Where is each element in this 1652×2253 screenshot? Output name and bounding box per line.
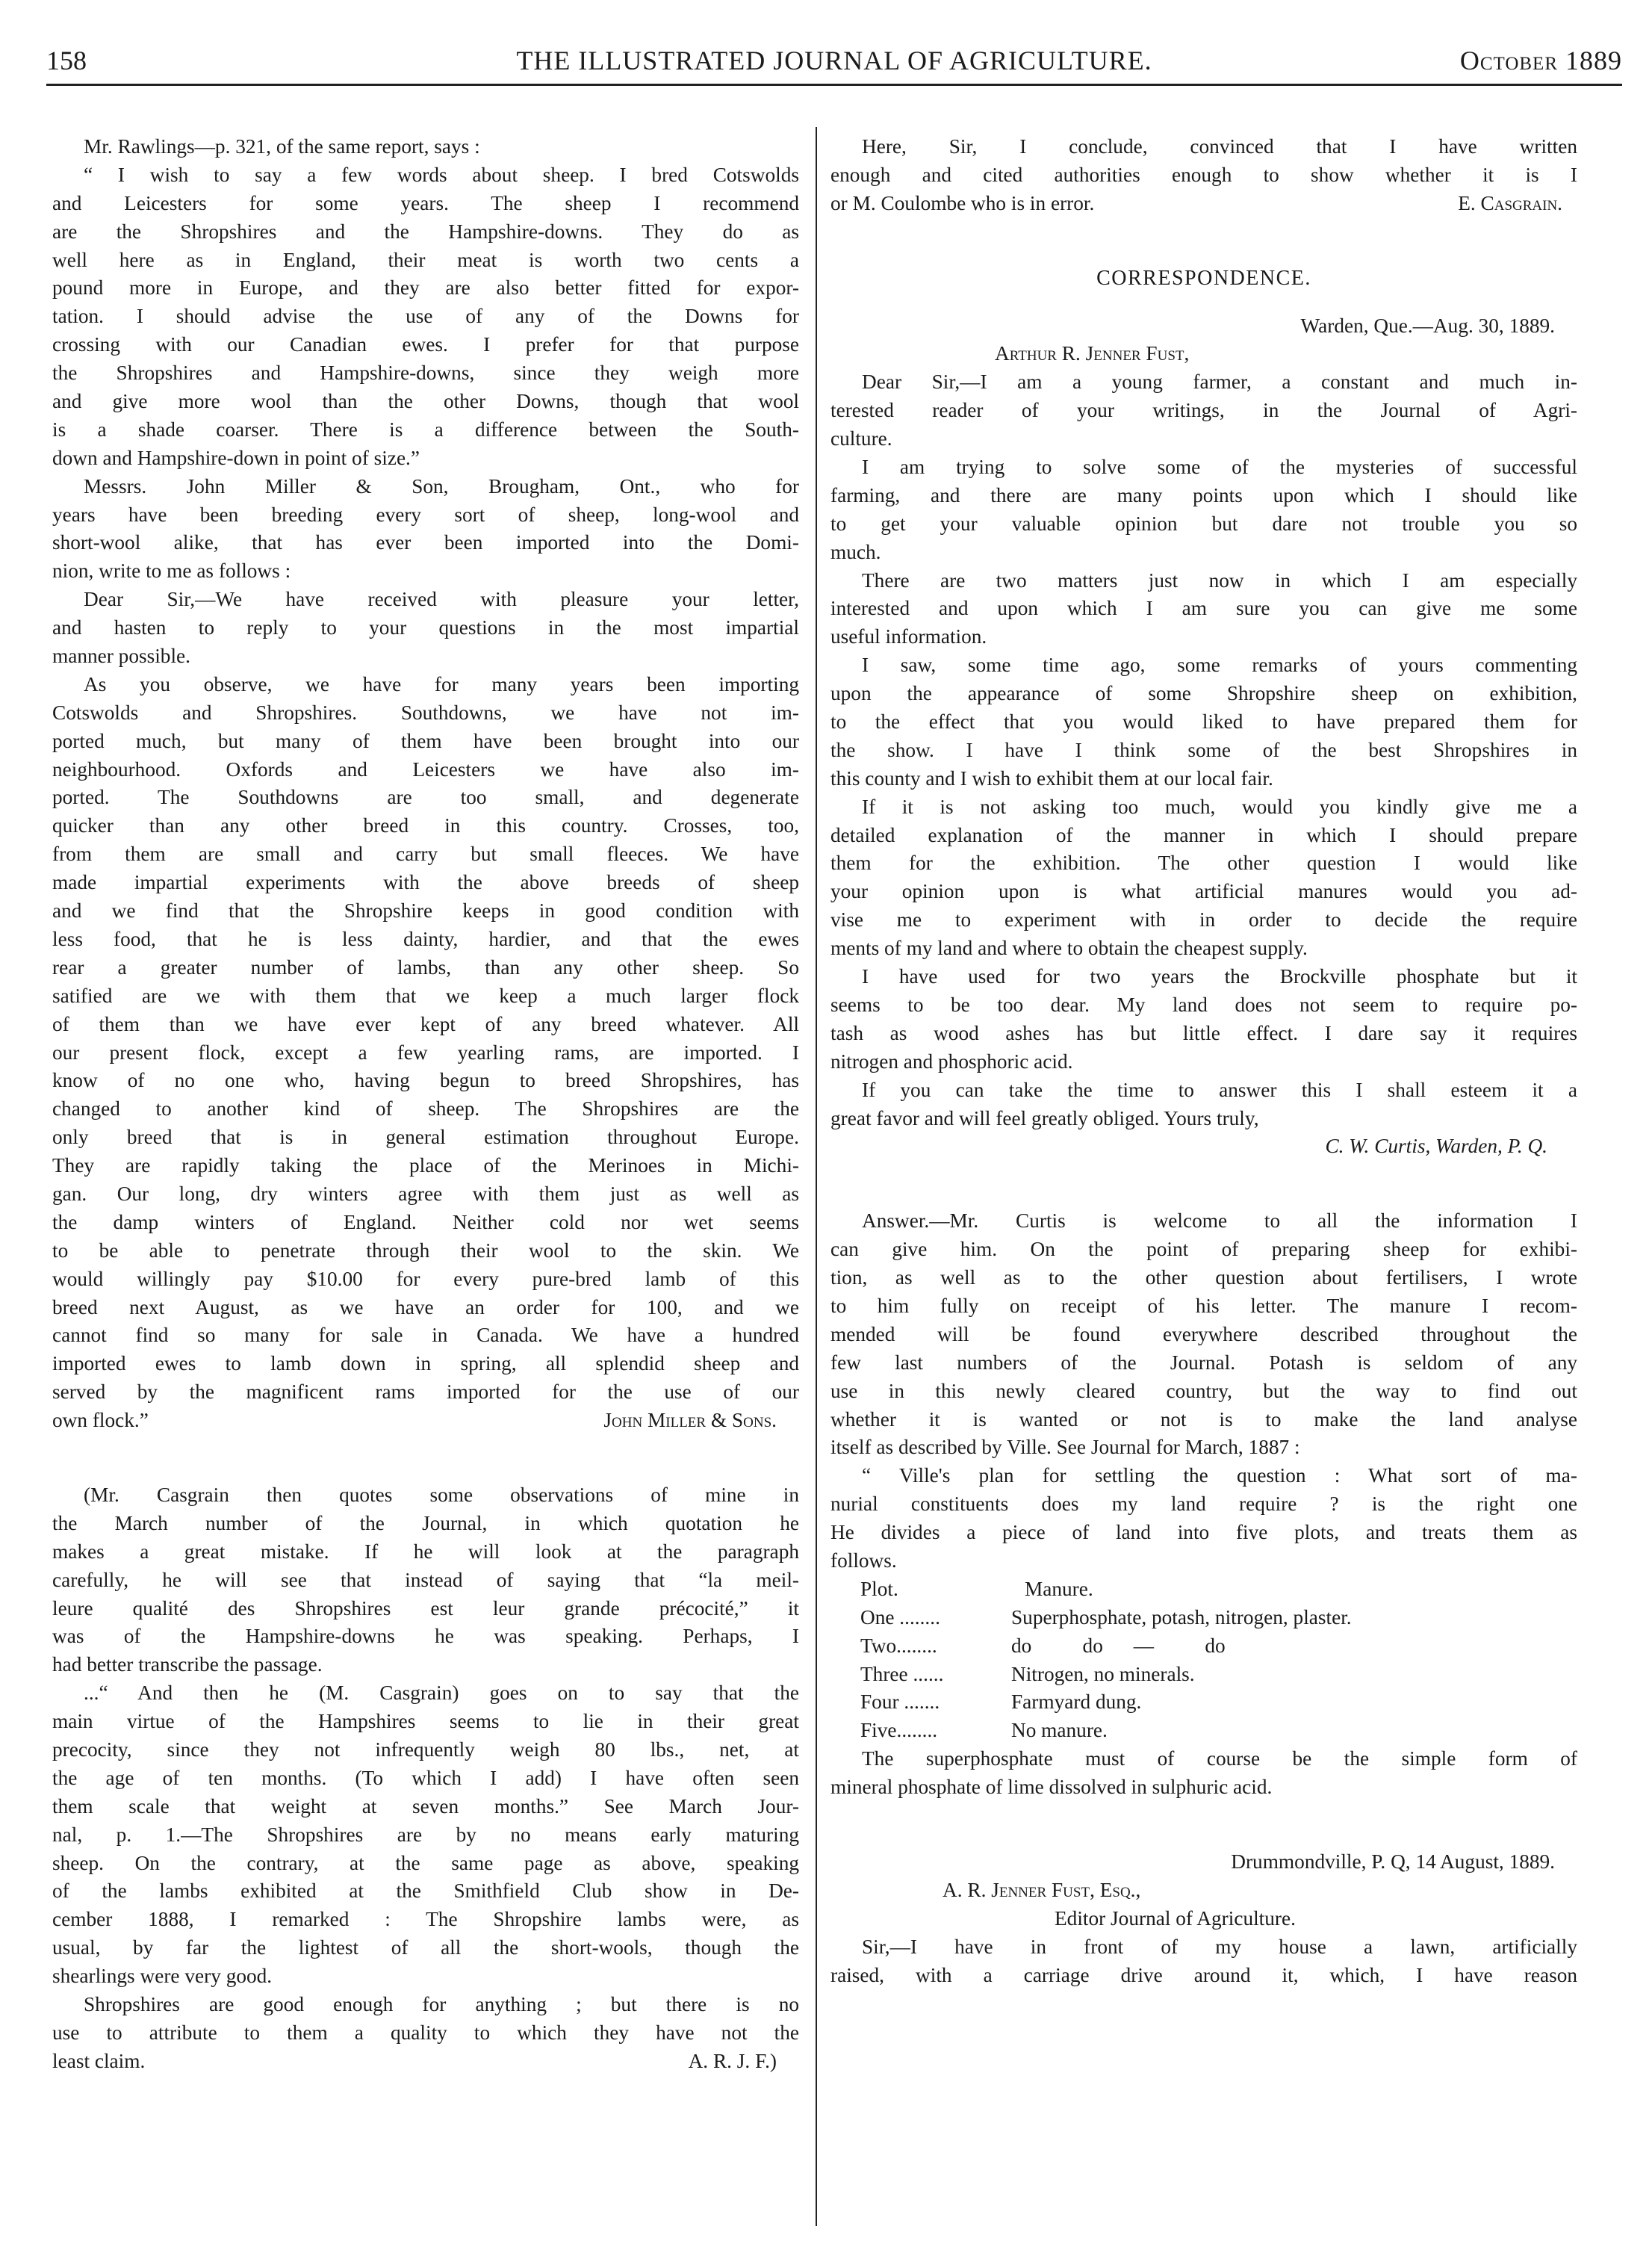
text-line: breed next August, as we have an order for 100, and we	[52, 1295, 799, 1318]
text-line: The superphosphate must of course be the simple form of	[862, 1747, 1577, 1770]
plot-manure: Farmyard dung.	[1011, 1690, 1142, 1714]
text-line: Here, Sir, I conclude, convinced that I have written	[862, 135, 1577, 158]
text-line: cember 1888, I remarked : The Shropshire lambs were, as	[52, 1908, 799, 1931]
text-line: them scale that weight at seven months.” See March Jour-	[52, 1794, 799, 1817]
text-line: Sir,—I have in front of my house a lawn, artificially	[862, 1935, 1577, 1958]
text-line: shearlings were very good.	[52, 1965, 273, 1988]
plot-manure: Superphosphate, potash, nitrogen, plaster.	[1011, 1605, 1352, 1628]
text-line: down and Hampshire-down in point of size.”	[52, 446, 420, 469]
text-line: precocity, since they not infrequently weigh 80 lbs., net, at	[52, 1738, 799, 1761]
text-line: I saw, some time ago, some remarks of yours commenting	[862, 654, 1577, 677]
text-line: Cotswolds and Shropshires. Southdowns, we have not im-	[52, 701, 799, 724]
plot-manure: Nitrogen, no minerals.	[1011, 1662, 1195, 1685]
plot-row	[830, 1717, 1577, 1745]
text-line: this county and I wish to exhibit them at our local fair.	[830, 766, 1273, 790]
text-line: upon the appearance of some Shropshire sheep on exhibition,	[830, 682, 1577, 705]
text-line: know of no one who, having begun to breed Shropshires, has	[52, 1069, 799, 1092]
text-line: detailed explanation of the manner in which I should prepare	[830, 823, 1577, 846]
text-line: own flock.”	[52, 1409, 149, 1432]
text-line: would willingly pay $10.00 for every pure-bred lamb of this	[52, 1267, 799, 1290]
text-line: imported ewes to lamb down in spring, all splendid sheep and	[52, 1352, 799, 1375]
plot-manure: do do — do	[1011, 1634, 1226, 1657]
letter1-salutation	[830, 368, 1577, 453]
text-line: short-wool alike, that has ever been imported into the Domi-	[52, 531, 799, 554]
plot-row	[830, 1661, 1577, 1689]
text-line: the Shropshires and Hampshire-downs, since they weigh more	[52, 362, 799, 385]
plot-column-header: Plot.	[860, 1577, 898, 1600]
letter1-paragraph-5	[830, 793, 1577, 963]
text-line: (Mr. Casgrain then quotes some observations of mine in	[84, 1483, 799, 1506]
text-line: carefully, he will see that instead of saying that “la meil-	[52, 1568, 799, 1591]
text-line: your opinion upon is what artificial manures would you ad-	[830, 880, 1577, 903]
text-line: nal, p. 1.—The Shropshires are by no means early maturing	[52, 1823, 799, 1846]
text-line: pound more in Europe, and they are also better fitted for expor-	[52, 276, 799, 300]
letter1-signature: C. W. Curtis, Warden, P. Q.	[1325, 1135, 1547, 1158]
text-line: terested reader of your writings, in the Journal of Agri-	[830, 399, 1577, 422]
ville-quote	[830, 1462, 1577, 1575]
text-line: If it is not asking too much, would you kindly give me a	[862, 795, 1577, 818]
text-line: culture.	[830, 427, 892, 450]
manure-column-header: Manure.	[1025, 1577, 1093, 1600]
text-line: seems to be too dear. My land does not seem to require po-	[830, 993, 1577, 1016]
plot-name: Five........	[860, 1719, 938, 1742]
text-line: interested and upon which I am sure you can give me some	[830, 597, 1577, 620]
text-line: useful information.	[830, 625, 987, 648]
text-line: least claim.	[52, 2049, 146, 2072]
text-line: can give him. On the point of preparing sheep for exhibi-	[830, 1238, 1577, 1261]
letter2-editor-line: Editor Journal of Agriculture.	[1055, 1906, 1296, 1930]
text-line: He divides a piece of land into five plots, and treats them as	[830, 1521, 1577, 1544]
correspondence-heading: CORRESPONDENCE.	[1096, 266, 1311, 290]
page-header	[46, 45, 1622, 90]
plot-row	[830, 1688, 1577, 1717]
text-line: years have been breeding every sort of sheep, long-wool and	[52, 503, 799, 526]
miller-letter-body	[52, 671, 799, 1435]
text-line: quicker than any other breed in this country. Crosses, too,	[52, 814, 799, 837]
text-line: raised, with a carriage drive around it, which, I have reason	[830, 1963, 1577, 1986]
text-line: I have used for two years the Brockville phosphate but it	[862, 965, 1577, 988]
plot-name: One ........	[860, 1605, 940, 1628]
text-line: mineral phosphate of lime dissolved in sulphuric acid.	[830, 1776, 1273, 1799]
text-line: to be able to penetrate through their wool to the skin. We	[52, 1239, 799, 1262]
editor-answer	[830, 1207, 1577, 1462]
plot-name: Three ......	[860, 1662, 944, 1685]
text-line: use in this newly cleared country, but the way to find out	[830, 1379, 1577, 1402]
right-column	[830, 133, 1577, 1989]
letter1-dateline: Warden, Que.—Aug. 30, 1889.	[1300, 314, 1555, 337]
column-divider	[816, 127, 817, 2226]
text-line: ported. The Southdowns are too small, and degenerate	[52, 786, 799, 809]
text-line: ported much, but many of them have been brought into our	[52, 729, 799, 752]
text-line: rear a greater number of lambs, than any other sheep. So	[52, 955, 799, 979]
text-line: sheep. On the contrary, at the same page as above, speaking	[52, 1851, 799, 1874]
plot-name: Four .......	[860, 1690, 940, 1714]
text-line: enough and cited authorities enough to show whether it is I	[830, 163, 1577, 186]
text-line: I am trying to solve some of the mysteries of successful	[862, 456, 1577, 479]
plot-manure: No manure.	[1011, 1719, 1108, 1742]
letter1-paragraph-4	[830, 651, 1577, 793]
text-line: only breed that is in general estimation throughout Europe.	[52, 1126, 799, 1149]
text-line: vise me to experiment with in order to decide the require	[830, 908, 1577, 932]
text-line: If you can take the time to answer this I shall esteem it a	[862, 1078, 1577, 1101]
text-line: manner possible.	[52, 645, 190, 668]
text-line: “ Ville's plan for settling the question : What sort of ma-	[862, 1464, 1577, 1487]
text-line: and we find that the Shropshire keeps in good condition with	[52, 899, 799, 923]
text-line: follows.	[830, 1549, 897, 1572]
journal-title: THE ILLUSTRATED JOURNAL OF AGRICULTURE.	[516, 46, 1152, 75]
casgrain-signature: E. Casgrain.	[1458, 191, 1562, 214]
text-line: of the lambs exhibited at the Smithfield Club show in De-	[52, 1879, 799, 1903]
text-line: gan. Our long, dry winters agree with them just as well as	[52, 1182, 799, 1205]
left-column	[52, 133, 799, 2076]
text-line: neighbourhood. Oxfords and Leicesters we have also im-	[52, 757, 799, 781]
issue-date: October 1889	[1459, 46, 1622, 75]
plot-row	[830, 1604, 1577, 1632]
text-line: of them than we have ever kept of any breed whatever. All	[52, 1012, 799, 1035]
casgrain-note	[52, 1481, 799, 1679]
text-line: There are two matters just now in which I am especially	[862, 568, 1577, 592]
text-line: “ I wish to say a few words about sheep. I bred Cotswolds	[84, 163, 799, 186]
text-line: Dear Sir,—I am a young farmer, a constant and much in-	[862, 371, 1577, 394]
miller-intro	[52, 473, 799, 586]
text-line: to the effect that you would liked to have prepared them for	[830, 710, 1577, 734]
text-line: the March number of the Journal, in which quotation he	[52, 1511, 799, 1534]
text-line: cannot find so many for sale in Canada. We have a hundred	[52, 1324, 799, 1347]
text-line: usual, by far the lightest of all the short-wools, though the	[52, 1936, 799, 1959]
text-line: to him fully on receipt of his letter. The manure I recom-	[830, 1294, 1577, 1317]
text-line: well here as in England, their meat is worth two cents a	[52, 248, 799, 271]
letter1-paragraph-2	[830, 453, 1577, 567]
letter1-addressee: Arthur R. Jenner Fust,	[995, 342, 1190, 365]
text-line: our present flock, except a few yearling rams, are imported. I	[52, 1041, 799, 1064]
text-line: or M. Coulombe who is in error.	[830, 191, 1095, 214]
text-line: changed to another kind of sheep. The Shropshires are the	[52, 1097, 799, 1121]
plot-name: Two........	[860, 1634, 937, 1657]
text-line: less food, that he is less dainty, hardier, and that the ewes	[52, 927, 799, 950]
rawlings-intro: Mr. Rawlings—p. 321, of the same report, says :	[84, 135, 480, 158]
text-line: tion, as well as to the other question about fertilisers, I wrote	[830, 1266, 1577, 1289]
text-line: and Leicesters for some years. The sheep I recommend	[52, 191, 799, 214]
text-line: main virtue of the Hampshires seems to lie in their great	[52, 1710, 799, 1733]
text-line: tash as wood ashes has but little effect. I dare say it requires	[830, 1021, 1577, 1044]
letter1-paragraph-6	[830, 963, 1577, 1076]
text-line: Shropshires are good enough for anything ; but there is no	[84, 1993, 799, 2015]
plot-table-header	[830, 1575, 1577, 1604]
text-line: few last numbers of the Journal. Potash is seldom of any	[830, 1351, 1577, 1374]
text-line: had better transcribe the passage.	[52, 1653, 323, 1676]
miller-letter-salutation	[52, 586, 799, 671]
text-line: nitrogen and phosphoric acid.	[830, 1050, 1073, 1073]
text-line: ...“ And then he (M. Casgrain) goes on to say that the	[84, 1682, 799, 1705]
header-rule	[46, 84, 1622, 86]
text-line: leure qualité des Shropshires est leur grande précocité,” it	[52, 1596, 799, 1620]
text-line: from them are small and carry but small fleeces. We have	[52, 843, 799, 866]
text-line: them for the exhibition. The other question I would like	[830, 852, 1577, 875]
text-line: whether it is wanted or not is to make the land analyse	[830, 1407, 1577, 1431]
letter1-paragraph-3	[830, 567, 1577, 652]
text-line: and give more wool than the other Downs, though that wool	[52, 390, 799, 413]
text-line: was of the Hampshire-downs he was speaking. Perhaps, I	[52, 1625, 799, 1648]
text-line: mended will be found everywhere described throughout the	[830, 1322, 1577, 1345]
closing-signature: A. R. J. F.)	[688, 2049, 777, 2072]
plot-table	[830, 1604, 1577, 1745]
text-line: itself as described by Ville. See Journal for March, 1887 :	[830, 1436, 1300, 1459]
text-line: Messrs. John Miller & Son, Brougham, Ont., who for	[84, 474, 799, 498]
text-line: crossing with our Canadian ewes. I prefer for that purpose	[52, 333, 799, 356]
text-line: served by the magnificent rams imported for the use of our	[52, 1380, 799, 1404]
letter2-dateline: Drummondville, P. Q, 14 August, 1889.	[1231, 1850, 1555, 1873]
text-line: They are rapidly taking the place of the Merinoes in Michi-	[52, 1154, 799, 1177]
text-line: made impartial experiments with the above breeds of sheep	[52, 871, 799, 894]
text-line: the damp winters of England. Neither cold nor wet seems	[52, 1210, 799, 1233]
text-line: the show. I have I think some of the best Shropshires in	[830, 738, 1577, 761]
text-line: Answer.—Mr. Curtis is welcome to all the information I	[862, 1209, 1577, 1233]
text-line: nurial constituents does my land require ? is the right one	[830, 1493, 1577, 1516]
text-line: are the Shropshires and the Hampshire-downs. They do as	[52, 220, 799, 243]
text-line: tation. I should advise the use of any of the Downs for	[52, 305, 799, 328]
text-line: to get your valuable opinion but dare not trouble you so	[830, 512, 1577, 535]
page-number: 158	[46, 46, 87, 75]
text-line: ments of my land and where to obtain the cheapest supply.	[830, 937, 1308, 960]
letter2-body	[830, 1933, 1577, 1990]
plot-row	[830, 1632, 1577, 1661]
text-line: makes a great mistake. If he will look at the paragraph	[52, 1540, 799, 1563]
text-line: much.	[830, 540, 881, 563]
letter2-addressee: A. R. Jenner Fust, Esq.,	[943, 1878, 1141, 1901]
text-line: As you observe, we have for many years been importing	[84, 672, 799, 695]
superphosphate-note	[830, 1745, 1577, 1802]
text-line: the age of ten months. (To which I add) I have often seen	[52, 1766, 799, 1789]
text-line: great favor and will feel greatly obliged. Yours truly,	[830, 1106, 1259, 1129]
text-line: use to attribute to them a quality to which they have not the	[52, 2021, 799, 2044]
miller-signature: John Miller & Sons.	[603, 1409, 777, 1432]
text-line: Dear Sir,—We have received with pleasure your letter,	[84, 588, 799, 611]
text-line: nion, write to me as follows :	[52, 560, 291, 583]
text-line: is a shade coarser. There is a difference between the South-	[52, 418, 799, 441]
transcribed-passage	[52, 1679, 799, 1991]
text-line: farming, and there are many points upon which I should like	[830, 483, 1577, 506]
rawlings-quote	[52, 161, 799, 473]
letter1-paragraph-7	[830, 1076, 1577, 1133]
text-line: and hasten to reply to your questions in the most impartial	[52, 616, 799, 639]
text-line: satified are we with them that we keep a much larger flock	[52, 984, 799, 1007]
